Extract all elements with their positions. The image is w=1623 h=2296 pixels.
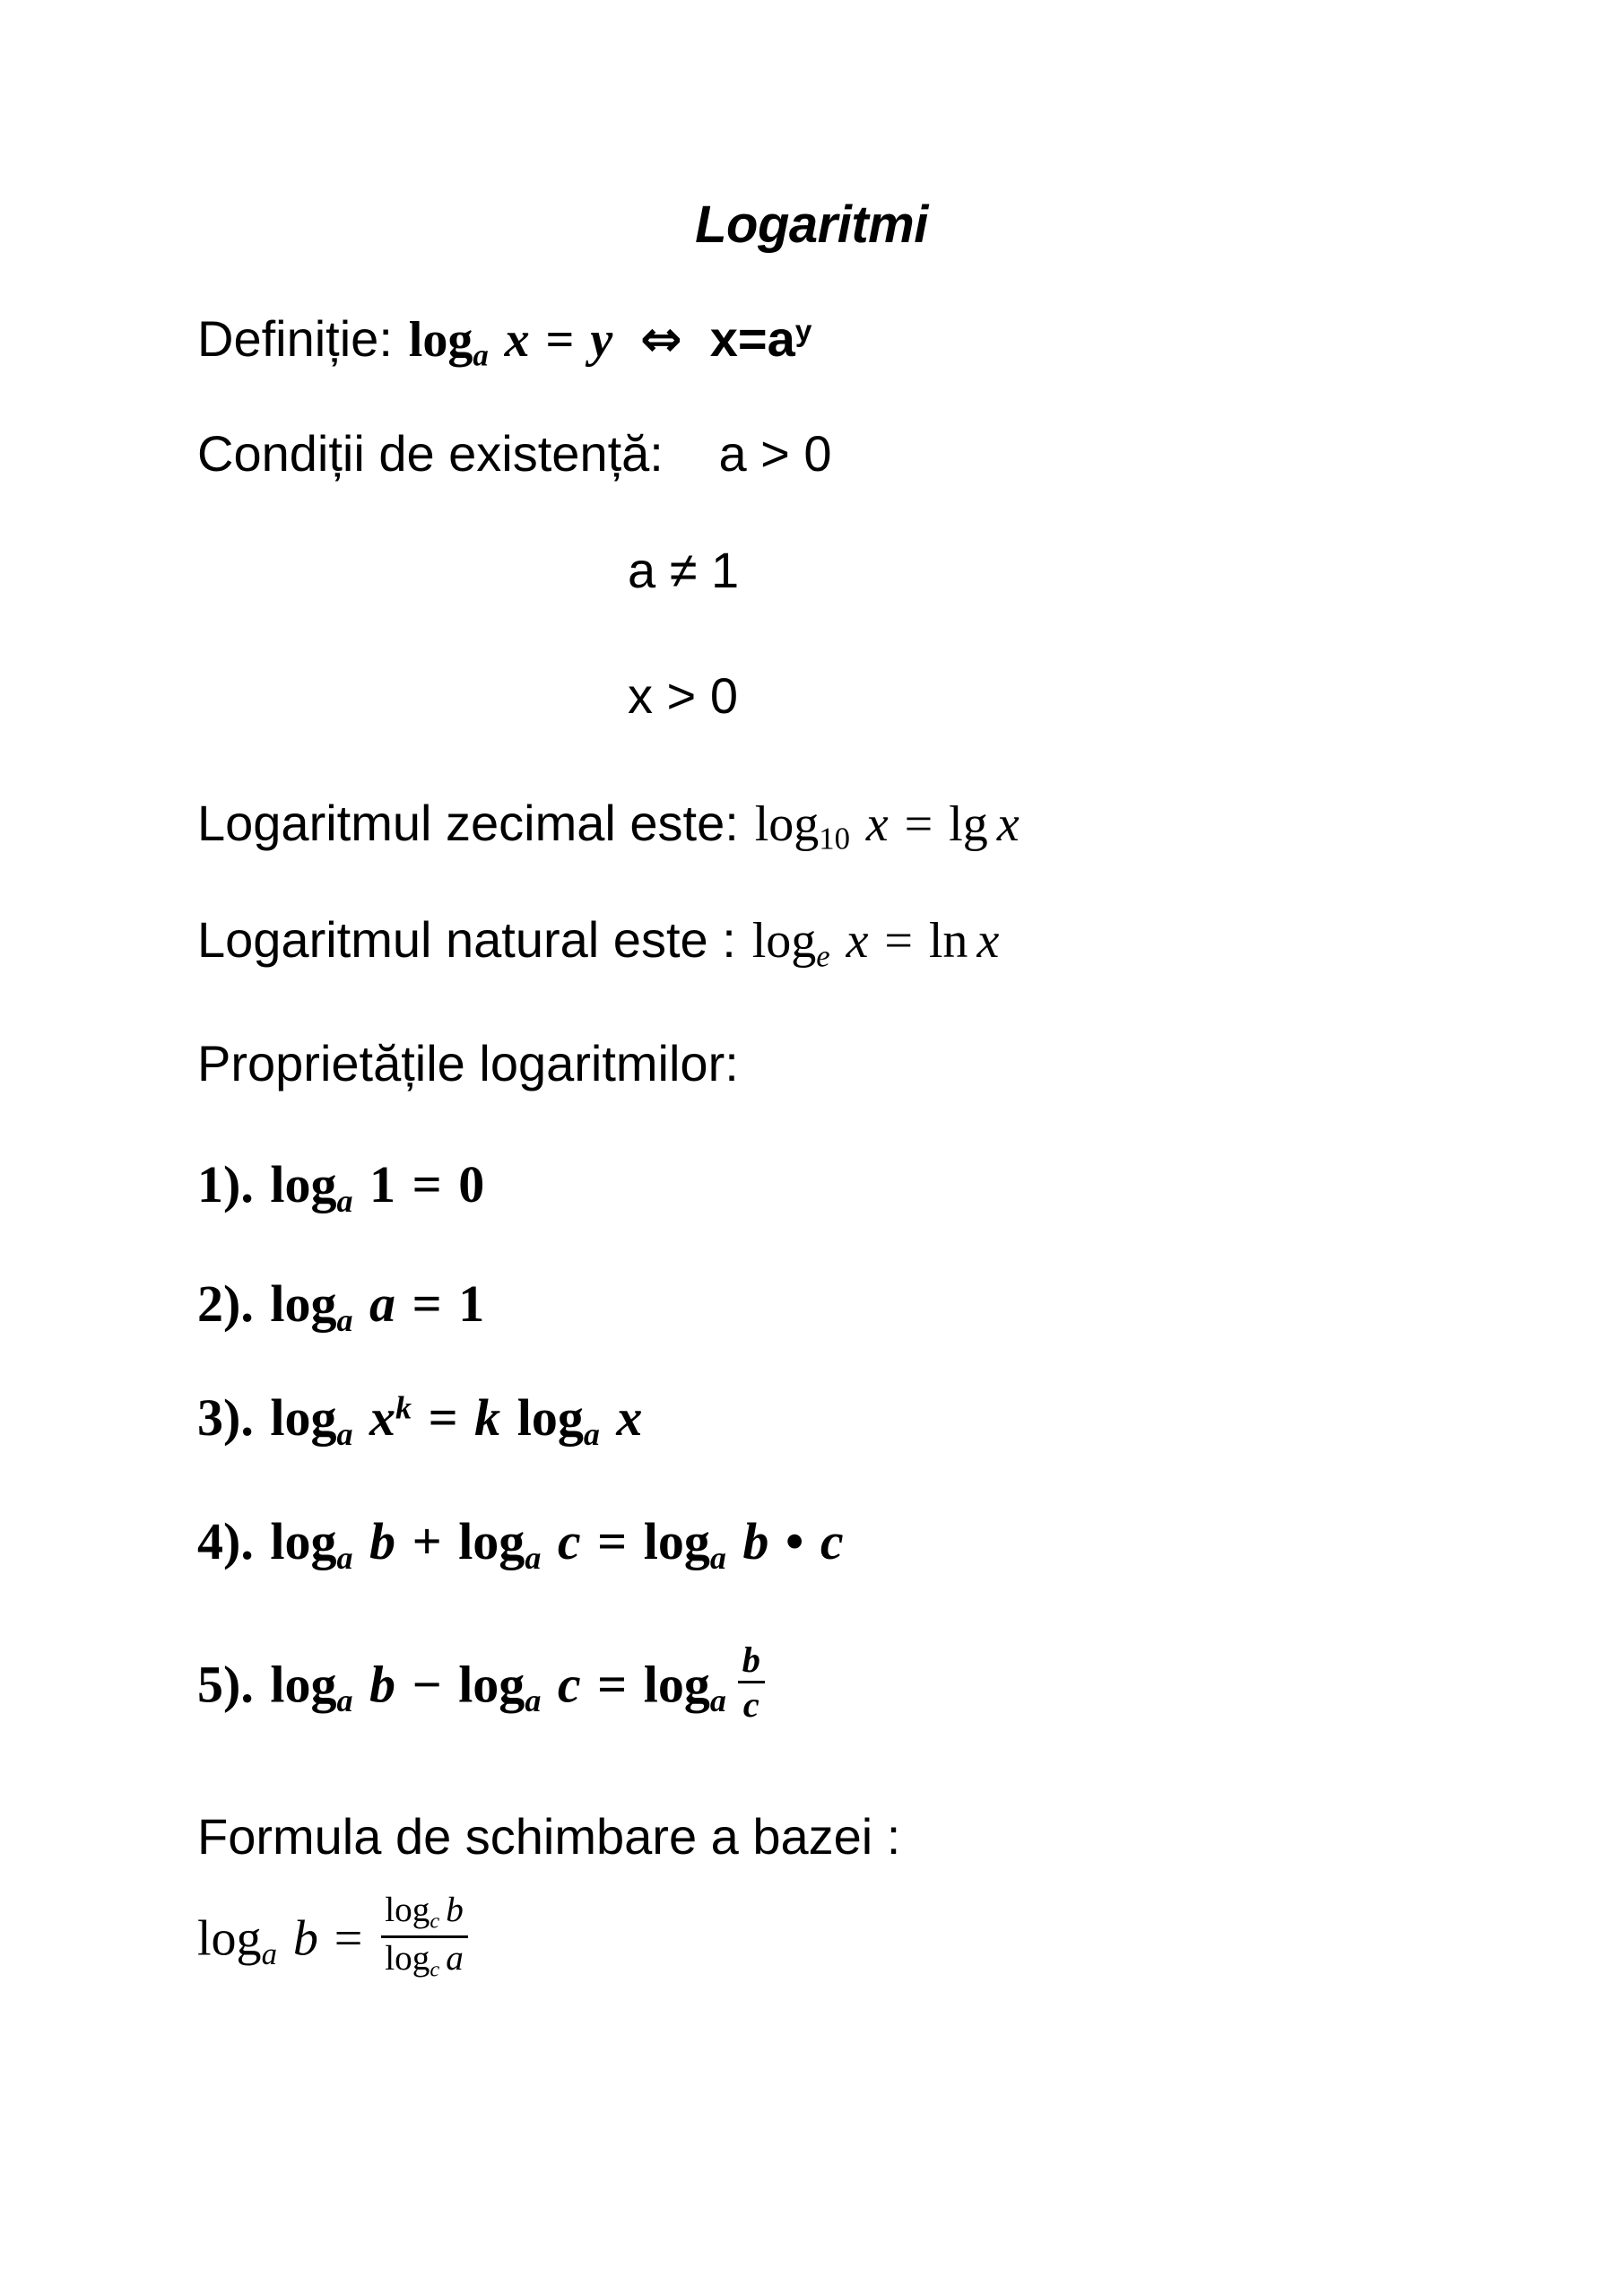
condition-item-2-row (628, 667, 738, 724)
fraction-denominator (381, 1941, 468, 1981)
base-change-heading (197, 1808, 901, 1865)
log-base: e (816, 938, 830, 974)
rhs-log-argument: x (616, 1388, 643, 1447)
definition-rhs (710, 310, 812, 367)
conditions-label: Condiții de existență: (197, 425, 664, 482)
decimal-log-line (197, 795, 1020, 857)
equals-sign: = (412, 1155, 442, 1213)
operator-plus: + (412, 1512, 442, 1570)
log-argument: x (369, 1388, 396, 1447)
log-argument-1: b (369, 1655, 396, 1714)
fraction-bar (381, 1935, 468, 1938)
ln-argument: x (976, 913, 1000, 969)
rhs-base: a (767, 310, 795, 367)
fraction-numerator: b (742, 1639, 760, 1680)
property-item-1 (197, 1155, 485, 1219)
properties-heading-text: Proprietățile logaritmilor: (197, 1035, 739, 1091)
rhs-log-base: a (583, 1415, 600, 1452)
log-word: log (270, 1655, 337, 1714)
log-base: a (336, 1301, 353, 1338)
rhs-log-word: log (643, 1655, 710, 1714)
den-log-argument: a (446, 1939, 464, 1979)
rhs-log-word: log (643, 1512, 710, 1570)
property-number: 3). (197, 1388, 254, 1447)
log-word: log (270, 1274, 337, 1333)
log-base: a (336, 1683, 353, 1719)
log-argument: a (369, 1274, 396, 1333)
decimal-log-label: Logaritmul zecimal este: (197, 795, 739, 851)
conditions-line (197, 425, 832, 482)
natural-log-label: Logaritmul natural este : (197, 911, 736, 968)
fraction-bar (738, 1681, 765, 1683)
natural-log-line (197, 911, 1000, 974)
property-number: 5). (197, 1655, 254, 1714)
log-base: a (336, 1182, 353, 1219)
log-base-2: a (525, 1683, 542, 1719)
log-base-2: a (525, 1539, 542, 1576)
condition-item-2: x > 0 (628, 667, 738, 724)
property-item-3 (197, 1388, 643, 1452)
rhs-argument-1: b (742, 1512, 769, 1570)
equals-sign: = (334, 1910, 363, 1967)
decimal-log-formula (754, 796, 1020, 857)
num-log-word: log (385, 1891, 430, 1929)
coefficient: k (474, 1388, 501, 1447)
fraction-b-over-c (738, 1641, 765, 1724)
equals-sign: = (597, 1655, 628, 1714)
page-title: Logaritmi (695, 196, 928, 254)
equals-sign: = (428, 1388, 458, 1447)
rhs-log-base: a (709, 1539, 726, 1576)
fraction-logc-b-over-logc-a (381, 1892, 468, 1981)
multiplication-dot-icon: • (785, 1512, 804, 1570)
den-log-base: c (430, 1957, 440, 1982)
log-word-2: log (458, 1655, 525, 1714)
lg-argument: x (996, 796, 1020, 852)
operator-minus: − (412, 1655, 442, 1714)
rhs-argument-2: c (820, 1512, 844, 1570)
property-item-2 (197, 1274, 485, 1338)
base-change-formula (197, 1892, 470, 1981)
rhs-log-word: log (516, 1388, 584, 1447)
rhs-log-base: a (709, 1683, 726, 1719)
definition-label: Definiție: (197, 310, 393, 367)
properties-heading (197, 1035, 739, 1091)
log-argument-1: b (369, 1512, 396, 1570)
property-number: 2). (197, 1274, 254, 1333)
log-base: a (473, 337, 489, 373)
base-change-heading-text: Formula de schimbare a bazei : (197, 1808, 901, 1865)
log-argument: x (504, 312, 530, 368)
log-base: a (336, 1415, 353, 1452)
lg-word: lg (949, 796, 988, 852)
log-argument: x (865, 796, 889, 852)
log-word: log (751, 913, 817, 969)
definition-line (197, 310, 812, 373)
fraction-denominator: c (742, 1684, 759, 1726)
log-word: log (754, 796, 820, 852)
log-argument: x (846, 913, 869, 969)
equals-sign: = (904, 796, 933, 852)
ln-word: ln (928, 913, 968, 969)
log-base: a (336, 1539, 353, 1576)
condition-item-0: a > 0 (718, 425, 832, 482)
equals-sign: = (545, 312, 575, 368)
lhs-log-word: log (197, 1910, 262, 1967)
log-word: log (270, 1512, 337, 1570)
rhs-lhs: x= (709, 310, 768, 367)
property-item-4 (197, 1512, 844, 1576)
log-word: log (270, 1155, 337, 1213)
log-argument-2: c (557, 1512, 581, 1570)
natural-log-formula (751, 913, 1000, 974)
lhs-log-base: a (261, 1936, 277, 1972)
equals-sign: = (597, 1512, 628, 1570)
num-log-base: c (430, 1909, 440, 1934)
log-word-2: log (458, 1512, 525, 1570)
definition-result: y (590, 312, 613, 368)
log-argument-2: c (557, 1655, 581, 1714)
property-result: 0 (458, 1155, 485, 1213)
log-argument: 1 (369, 1155, 396, 1213)
condition-item-1: a ≠ 1 (628, 542, 740, 598)
fraction-numerator (381, 1892, 468, 1933)
property-result: 1 (458, 1274, 485, 1333)
equals-sign: = (412, 1274, 442, 1333)
iff-symbol: ⇔ (640, 310, 682, 369)
lhs-log-argument: b (292, 1910, 318, 1967)
den-log-word: log (385, 1939, 430, 1979)
condition-item-1-row (628, 542, 740, 598)
log-word: log (408, 312, 473, 368)
log-base: 10 (819, 821, 850, 857)
log-exponent: k (395, 1389, 412, 1426)
equals-sign: = (884, 913, 913, 969)
log-word: log (270, 1388, 337, 1447)
property-number: 1). (197, 1155, 254, 1213)
definition-formula (408, 312, 613, 373)
num-log-argument: b (446, 1891, 464, 1929)
property-number: 4). (197, 1512, 254, 1570)
property-item-5 (197, 1641, 767, 1724)
rhs-exponent: y (794, 315, 812, 349)
